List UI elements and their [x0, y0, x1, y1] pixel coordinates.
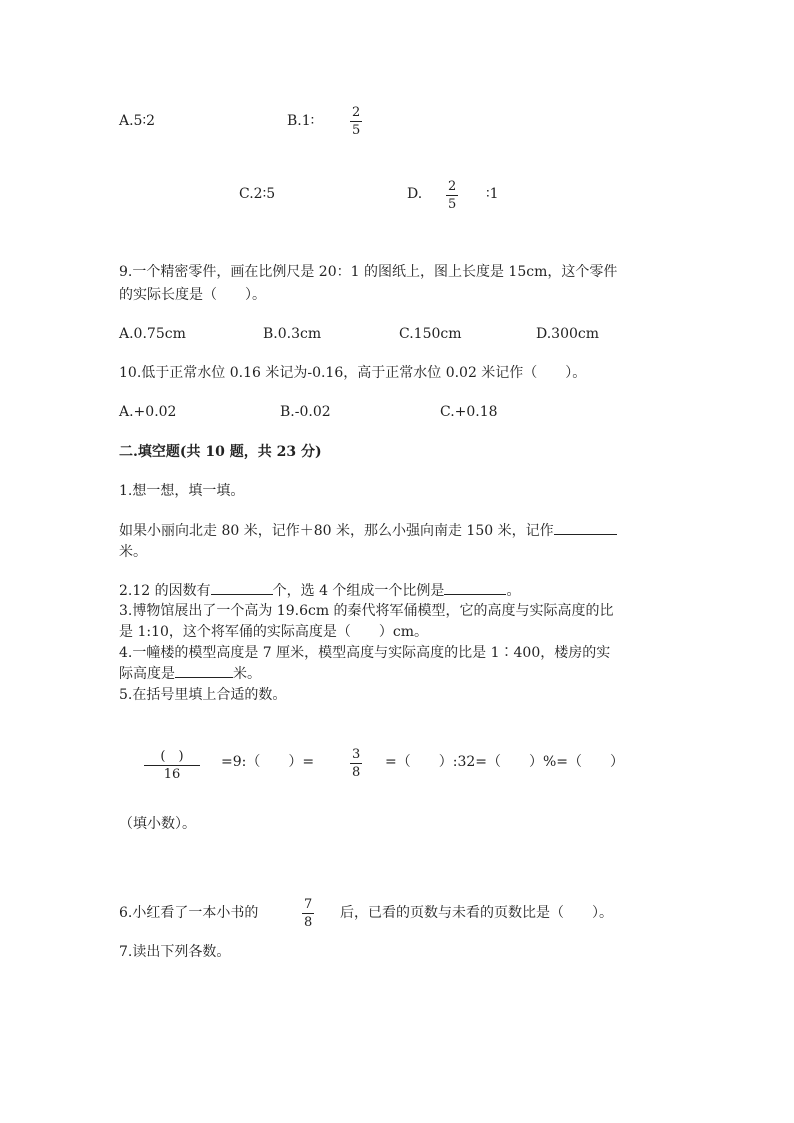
fraction-numerator: 2	[448, 179, 457, 194]
fill-q5-note: （填小数）。	[119, 816, 196, 832]
fill-q4-text-1: 际高度是	[119, 666, 175, 682]
fill-q5-equation-segment-1: =9:（ ）=	[221, 754, 315, 770]
fill-q6-fraction	[302, 897, 314, 930]
fill-q3-line2: 是 1:10，这个将军俑的实际高度是（ ）cm。	[119, 624, 429, 640]
q9-text-line2: 的实际长度是（ ）。	[119, 287, 266, 303]
fraction-numerator: ( )	[160, 749, 184, 764]
fill-q1-line2: 米。	[119, 544, 147, 560]
fill-q1-text: 如果小丽向北走 80 米，记作＋80 米，那么小强向南走 150 米，记作	[119, 523, 554, 539]
fill-q1-title: 1.想一想，填一填。	[119, 483, 245, 499]
fill-q2-text-3: 。	[506, 583, 521, 599]
fill-q5-fraction-2	[350, 747, 362, 780]
q10-option-b: B.-0.02	[280, 404, 331, 420]
q8-option-b-prefix: B.1∶	[287, 113, 315, 129]
fill-q4-text-2: 米。	[233, 666, 261, 682]
q8-option-c: C.2∶5	[239, 186, 276, 202]
q8-option-a: A.5∶2	[119, 113, 156, 129]
q10-text: 10.低于正常水位 0.16 米记为-0.16，高于正常水位 0.02 米记作（ ）。	[119, 365, 587, 381]
answer-blank	[175, 677, 233, 678]
q8-option-d-prefix: D.	[407, 186, 423, 202]
fill-q3-line1: 3.博物馆展出了一个高为 19.6cm 的秦代将军俑模型，它的高度与实际高度的比	[119, 603, 614, 619]
q8-option-d-fraction	[446, 179, 458, 212]
q10-option-a: A.+0.02	[119, 404, 177, 420]
fraction-denominator: 5	[448, 197, 457, 212]
fill-q4-line1: 4.一幢楼的模型高度是 7 厘米，模型高度与实际高度的比是 1∶400，楼房的实	[119, 645, 611, 661]
answer-blank	[444, 594, 506, 595]
fraction-numerator: 3	[352, 747, 361, 762]
fill-q5-title: 5.在括号里填上合适的数。	[119, 687, 287, 703]
answer-blank	[554, 534, 617, 535]
fraction-denominator: 16	[144, 765, 200, 782]
q9-option-b: B.0.3cm	[263, 326, 322, 342]
fill-q2-text-1: 2.12 的因数有	[119, 583, 211, 599]
fraction-numerator: 2	[352, 105, 361, 120]
fill-q2-text-2: 个，选 4 个组成一个比例是	[272, 583, 445, 599]
q8-option-d-suffix: ∶1	[486, 186, 499, 202]
section-title-fill-in: 二.填空题(共 10 题，共 23 分)	[119, 444, 322, 460]
fill-q6-text-2: 后，已看的页数与未看的页数比是（ ）。	[340, 905, 613, 921]
q9-option-a: A.0.75cm	[119, 326, 186, 342]
answer-blank	[211, 594, 273, 595]
fill-q2	[119, 582, 520, 600]
fill-q7-title: 7.读出下列各数。	[119, 944, 231, 960]
fill-q5-fraction-1	[144, 749, 200, 782]
fill-q1-line1	[119, 522, 617, 540]
fill-q5-equation-segment-2: =（ ）:32=（ ）%=（ ）	[385, 754, 625, 770]
fill-q6-text-1: 6.小红看了一本小书的	[119, 905, 259, 921]
fraction-denominator: 5	[352, 123, 361, 138]
fill-q4-line2	[119, 665, 261, 683]
q8-option-b-fraction	[350, 105, 362, 138]
fraction-denominator: 8	[352, 765, 361, 780]
q9-option-d: D.300cm	[536, 326, 600, 342]
q9-text-line1: 9.一个精密零件，画在比例尺是 20：1 的图纸上，图上长度是 15cm，这个零件	[119, 264, 618, 280]
fraction-denominator: 8	[304, 915, 313, 930]
q10-option-c: C.+0.18	[440, 404, 498, 420]
fraction-numerator: 7	[304, 897, 313, 912]
q9-option-c: C.150cm	[399, 326, 462, 342]
